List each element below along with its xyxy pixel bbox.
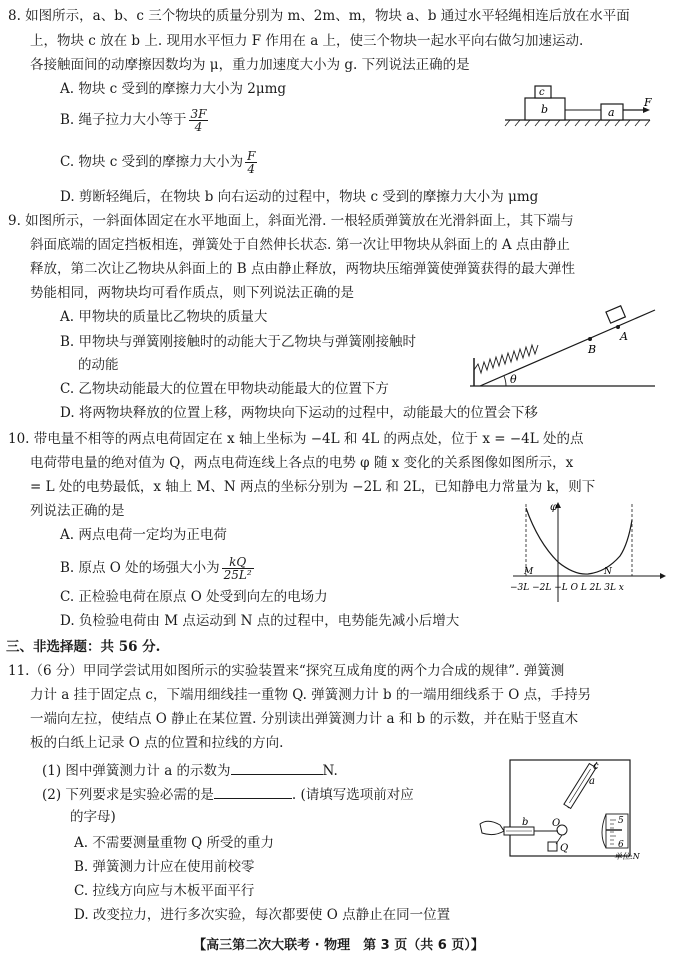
q11-sub-2-text: (2) 下列要求是实验必需的是 <box>42 787 214 803</box>
q8-option-b-text: B. 绳子拉力大小等于 <box>60 112 187 128</box>
q10-option-a: A. 两点电荷一定均为正电荷 <box>60 527 227 543</box>
point-a <box>616 325 620 329</box>
q9-option-c: C. 乙物块动能最大的位置在甲物块动能最大的位置下方 <box>60 381 389 397</box>
x-axis-ticks: −3L −2L −L O L 2L 3L x <box>510 583 624 593</box>
q8-option-c-fraction <box>245 150 257 175</box>
phi-label: φ <box>550 502 558 513</box>
page-footer: 【高三第二次大联考 · 物理 第 3 页（共 6 页）】 <box>193 938 484 953</box>
frac-numerator: kQ <box>222 556 254 569</box>
q8-option-c <box>60 150 259 175</box>
dial-label-5: 5 <box>618 816 624 826</box>
q11-figure <box>474 758 668 860</box>
q11-option-a: A. 不需要测量重物 Q 所受的重力 <box>74 835 274 851</box>
q10-option-b <box>60 556 256 581</box>
q10-potential-graph <box>508 502 668 607</box>
hand-icon <box>480 821 504 834</box>
q10-line-3: = L 处的电势最低，x 轴上 M、N 两点的坐标分别为 −2L 和 2L，已知静电力常量为 k，则下 <box>30 479 596 495</box>
dial-label-6: 6 <box>618 840 624 850</box>
label-c: c <box>593 761 599 772</box>
q10-line-1: 10. 带电量不相等的两点电荷固定在 x 轴上坐标为 −4L 和 4L 的两点处，位于 x = −4L 处的点 <box>8 431 584 447</box>
q8-option-a: A. 物块 c 受到的摩擦力大小为 2μmg <box>60 81 287 97</box>
label-b: b <box>522 817 529 828</box>
q9-line-3: 释放，第二次让乙物块从斜面上的 B 点由静止释放，两物块压缩弹簧使弹簧获得的最大弹性 <box>30 261 576 277</box>
q9-option-a: A. 甲物块的质量比乙物块的质量大 <box>60 309 268 325</box>
q11-line-3: 一端向左拉，使结点 O 静止在某位置. 分别读出弹簧测力计 a 和 b 的示数，并在贴于竖直木 <box>30 711 579 727</box>
q11-option-d: D. 改变拉力，进行多次实验，每次都要使 O 点静止在同一位置 <box>74 907 451 923</box>
label-theta: θ <box>510 373 517 386</box>
q11-sub-1-text: (1) 图中弹簧测力计 a 的示数为 <box>42 763 231 779</box>
section-3-title: 三、非选择题：共 56 分. <box>6 639 161 655</box>
label-o: O <box>552 818 561 829</box>
q8-line-1: 8. 如图所示，a、b、c 三个物块的质量分别为 m、2m、m，物块 a、b 通过水平轻绳相连后放在水平面 <box>8 8 630 24</box>
q10-line-4: 列说法正确的是 <box>30 503 125 519</box>
label-b: B <box>588 343 597 356</box>
point-b <box>588 337 592 341</box>
q11-line-1: 11.（6 分）甲同学尝试用如图所示的实验装置来“探究互成角度的两个力合成的规律”. 弹簧测 <box>8 663 565 679</box>
q10-line-2: 电荷带电量的绝对值为 Q，两点电荷连线上各点的电势 φ 随 x 变化的关系图像如图所示，x <box>30 455 574 471</box>
q9-line-4: 势能相同，两物块均可看作质点，则下列说法正确的是 <box>30 285 354 301</box>
q11-sub-2-hint: . (请填写选项前对应 <box>291 787 414 803</box>
q11-line-4: 板的白纸上记录 O 点的位置和拉线的方向. <box>30 735 284 751</box>
q8-line-3: 各接触面间的动摩擦因数均为 μ，重力加速度大小为 g. 下列说法正确的是 <box>30 57 470 73</box>
q8-line-2: 上，物块 c 放在 b 上. 现用水平恒力 F 作用在 a 上，使三个物块一起水平向右做匀加速运动. <box>30 33 584 49</box>
q8-option-c-text: C. 物块 c 受到的摩擦力大小为 <box>60 154 244 170</box>
q11-sub-1-unit: N. <box>322 763 338 779</box>
frac-denominator: 25L² <box>223 568 252 582</box>
block <box>606 306 625 323</box>
q10-option-b-text: B. 原点 O 处的场强大小为 <box>60 560 220 576</box>
q11-sub-2-cont: 的字母) <box>70 809 116 825</box>
q9-option-b: B. 甲物块与弹簧刚接触时的动能大于乙物块与弹簧刚接触时 <box>60 334 417 350</box>
scale-dial-inset <box>606 814 628 848</box>
q9-figure <box>470 300 660 395</box>
q9-line-1: 9. 如图所示，一斜面体固定在水平地面上，斜面光滑. 一根轻质弹簧放在光滑斜面上，其下端与 <box>8 213 574 229</box>
q11-line-2: 力计 a 挂于固定点 c，下端用细线挂一重物 Q. 弹簧测力计 b 的一端用细线系于 O 点，手持另 <box>30 687 592 703</box>
label-b: b <box>541 103 549 116</box>
q9-line-2: 斜面底端的固定挡板相连，弹簧处于自然伸长状态. 第一次让甲物块从斜面上的 A 点由静止 <box>30 237 570 253</box>
weight-q <box>548 842 557 851</box>
q11-sub-1 <box>42 760 338 780</box>
q9-option-d: D. 将两物块释放的位置上移，两物块向下运动的过程中，动能最大的位置会下移 <box>60 405 538 421</box>
q11-option-b: B. 弹簧测力计应在使用前校零 <box>74 859 255 875</box>
answer-blank-2[interactable] <box>214 784 292 799</box>
spring <box>474 345 538 373</box>
label-m: M <box>524 567 534 577</box>
label-c: c <box>539 87 545 98</box>
frac-denominator: 4 <box>247 162 256 176</box>
q8-option-b <box>60 108 210 133</box>
potential-curve <box>526 508 632 574</box>
q10-option-c: C. 正检验电荷在原点 O 处受到向左的电场力 <box>60 589 328 605</box>
label-f: F <box>644 96 652 109</box>
label-q: Q <box>560 843 569 854</box>
frac-numerator: 3F <box>190 107 207 121</box>
q8-option-d: D. 剪断轻绳后，在物块 b 向右运动的过程中，物块 c 受到的摩擦力大小为 μmg <box>60 189 539 205</box>
q11-sub-2 <box>42 784 414 804</box>
frac-denominator: 4 <box>194 120 203 134</box>
incline <box>480 310 655 386</box>
label-a: A <box>620 330 628 343</box>
q8-figure <box>505 84 655 130</box>
q10-option-b-fraction <box>222 556 254 581</box>
label-n: N <box>604 567 612 577</box>
q8-option-b-fraction <box>189 108 209 133</box>
unit-label: 单位:N <box>614 852 640 861</box>
label-a: a <box>589 776 595 787</box>
q11-option-c: C. 拉线方向应与木板平面平行 <box>74 883 255 899</box>
q10-option-d: D. 负检验电荷由 M 点运动到 N 点的过程中，电势能先减小后增大 <box>60 613 460 629</box>
label-a: a <box>608 106 615 119</box>
answer-blank-1[interactable] <box>231 760 323 775</box>
q9-option-b-cont: 的动能 <box>78 357 119 373</box>
frac-numerator: F <box>247 149 256 163</box>
